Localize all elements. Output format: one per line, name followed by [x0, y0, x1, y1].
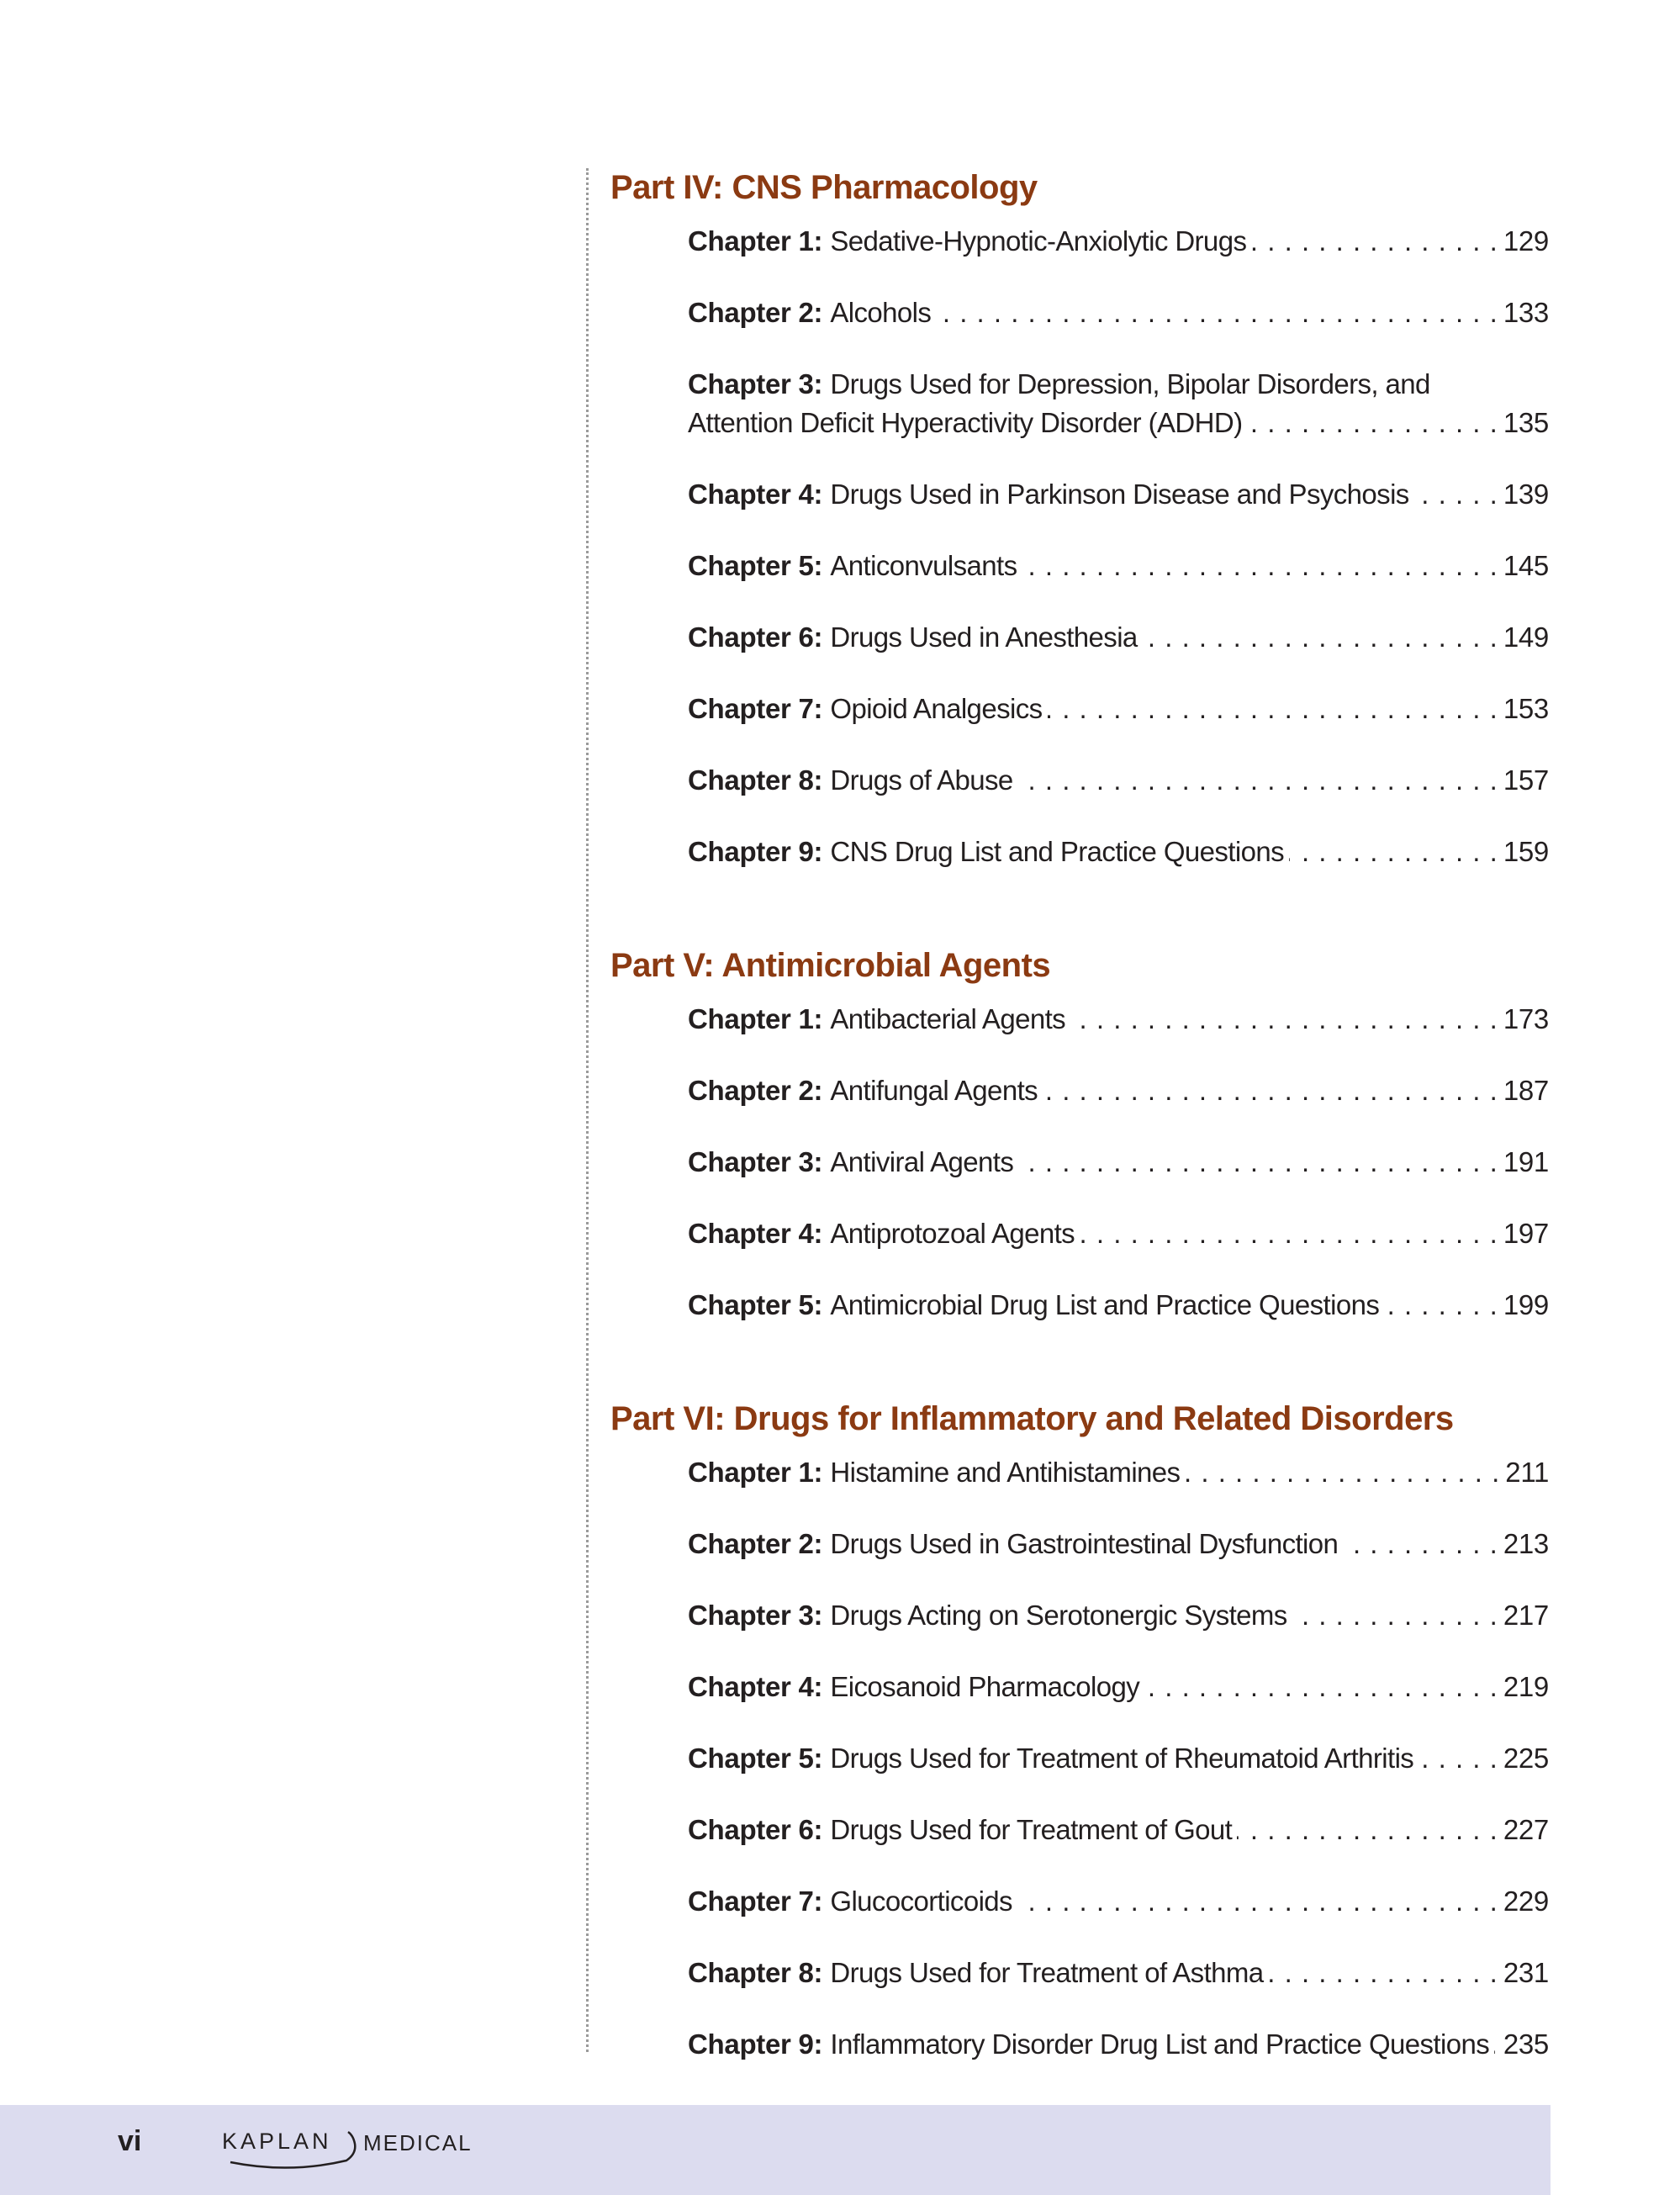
- chapter-title-line-1: Drugs Used for Depression, Bipolar Disorders, and: [830, 368, 1430, 399]
- dot-leader: [1418, 1739, 1498, 1778]
- chapter-label: Chapter 3:: [688, 368, 823, 399]
- toc-entry[interactable]: [688, 1453, 1549, 1525]
- page-number: 129: [1503, 225, 1549, 257]
- dot-leader: [1494, 2025, 1498, 2064]
- chapter-title: Antiprotozoal Agents: [830, 1218, 1075, 1249]
- footer-band: [0, 2105, 1551, 2195]
- chapter-label: Chapter 6:: [688, 1814, 823, 1845]
- toc-entry[interactable]: [688, 547, 1549, 618]
- toc-entry[interactable]: [688, 833, 1549, 904]
- dot-leader: [1143, 618, 1498, 657]
- page-number: 235: [1503, 2028, 1549, 2060]
- page-number: 219: [1503, 1671, 1549, 1702]
- page-number: 231: [1503, 1957, 1549, 1988]
- page-number: 159: [1503, 836, 1549, 867]
- dot-leader: [1018, 761, 1498, 800]
- page-number: 187: [1503, 1075, 1549, 1106]
- toc-entry[interactable]: [688, 1954, 1549, 2025]
- toc-entry[interactable]: [688, 690, 1549, 761]
- part-section: [610, 1391, 1549, 2097]
- dot-leader: [1017, 1882, 1498, 1921]
- toc-entry[interactable]: [688, 761, 1549, 833]
- chapter-label: Chapter 9:: [688, 2028, 823, 2060]
- chapter-title: Histamine and Antihistamines: [830, 1457, 1181, 1488]
- logo-wordmark-kaplan: KAPLAN: [222, 2129, 332, 2154]
- page-number: 135: [1503, 407, 1549, 438]
- chapter-title: Drugs Used in Gastrointestinal Dysfunction: [830, 1528, 1339, 1559]
- toc-entry[interactable]: [688, 475, 1549, 547]
- chapter-label: Chapter 2:: [688, 297, 823, 328]
- chapter-list: [688, 1000, 1549, 1357]
- toc-entry[interactable]: [688, 1882, 1549, 1954]
- page-folio: vi: [118, 2125, 142, 2157]
- dot-leader: [1251, 222, 1498, 261]
- dot-leader: [1292, 1596, 1498, 1635]
- page-number: 213: [1503, 1528, 1549, 1559]
- chapter-label: Chapter 4:: [688, 479, 823, 510]
- chapter-label: Chapter 8:: [688, 1957, 823, 1988]
- chapter-title: Drugs Used for Treatment of Asthma: [830, 1957, 1264, 1988]
- toc-entry[interactable]: [688, 1071, 1549, 1143]
- part-title: Part V: Antimicrobial Agents: [610, 947, 1051, 984]
- toc-entry[interactable]: [688, 1596, 1549, 1668]
- chapter-title: Eicosanoid Pharmacology: [830, 1671, 1140, 1702]
- chapter-label: Chapter 3:: [688, 1600, 823, 1631]
- chapter-title: Drugs Used in Anesthesia: [830, 621, 1138, 653]
- dot-leader: [1343, 1525, 1498, 1563]
- chapter-title: Drugs Used for Treatment of Gout: [830, 1814, 1233, 1845]
- chapter-title: Antifungal Agents: [830, 1075, 1038, 1106]
- dot-leader: [1070, 1000, 1498, 1039]
- toc-entry[interactable]: [688, 294, 1549, 365]
- page-number: 157: [1503, 764, 1549, 796]
- chapter-label: Chapter 2:: [688, 1075, 823, 1106]
- dot-leader: [1048, 690, 1498, 728]
- chapter-title: Drugs of Abuse: [830, 764, 1013, 796]
- chapter-label: Chapter 2:: [688, 1528, 823, 1559]
- chapter-title: Antimicrobial Drug List and Practice Questions: [830, 1289, 1380, 1320]
- chapter-title: Drugs Used for Treatment of Rheumatoid Arthritis: [830, 1743, 1414, 1774]
- chapter-label: Chapter 5:: [688, 1743, 823, 1774]
- logo-swoosh-icon: [222, 2124, 365, 2174]
- page-number: 229: [1503, 1886, 1549, 1917]
- toc-entry[interactable]: [688, 1143, 1549, 1214]
- chapter-title: Alcohols: [830, 297, 932, 328]
- chapter-label: Chapter 6:: [688, 621, 823, 653]
- chapter-title: Anticonvulsants: [830, 550, 1017, 581]
- dot-leader: [1237, 1811, 1498, 1849]
- page-number: 133: [1503, 297, 1549, 328]
- chapter-label: Chapter 1:: [688, 225, 823, 257]
- dot-leader: [1269, 1954, 1498, 1992]
- chapter-label: Chapter 7:: [688, 693, 823, 724]
- dot-leader: [1144, 1668, 1498, 1706]
- toc-entry[interactable]: [688, 1286, 1549, 1357]
- toc-entry[interactable]: [688, 222, 1549, 294]
- page-number: 211: [1505, 1457, 1549, 1488]
- chapter-title: Opioid Analgesics: [830, 693, 1043, 724]
- chapter-label: Chapter 8:: [688, 764, 823, 796]
- page-number: 191: [1503, 1146, 1549, 1177]
- chapter-title: Inflammatory Disorder Drug List and Practice Questions: [830, 2028, 1490, 2060]
- chapter-title: Antiviral Agents: [830, 1146, 1014, 1177]
- toc-entry[interactable]: [688, 1525, 1549, 1596]
- table-of-contents: [610, 160, 1549, 2097]
- part-section: [610, 938, 1549, 1357]
- dot-leader: [1018, 1143, 1498, 1182]
- chapter-title: Glucocorticoids: [830, 1886, 1012, 1917]
- chapter-title-line-2: Attention Deficit Hyperactivity Disorder (ADHD): [688, 407, 1243, 438]
- dotted-divider: [586, 168, 589, 2052]
- page-number: 217: [1503, 1600, 1549, 1631]
- chapter-label: Chapter 3:: [688, 1146, 823, 1177]
- part-title: Part IV: CNS Pharmacology: [610, 169, 1038, 206]
- toc-entry[interactable]: [688, 1214, 1549, 1286]
- page-number: 227: [1503, 1814, 1549, 1845]
- dot-leader: [1043, 1071, 1498, 1110]
- page-number: 199: [1503, 1289, 1549, 1320]
- part-title: Part VI: Drugs for Inflammatory and Related Disorders: [610, 1400, 1454, 1437]
- chapter-label: Chapter 1:: [688, 1457, 823, 1488]
- page-number: 225: [1503, 1743, 1549, 1774]
- dot-leader: [1185, 1453, 1500, 1492]
- page-number: 153: [1503, 693, 1549, 724]
- chapter-label: Chapter 9:: [688, 836, 823, 867]
- toc-entry[interactable]: [688, 365, 1549, 475]
- kaplan-medical-logo: [222, 2124, 491, 2174]
- chapter-list: [688, 222, 1549, 904]
- dot-leader: [1247, 404, 1498, 442]
- chapter-list: [688, 1453, 1549, 2097]
- chapter-label: Chapter 5:: [688, 550, 823, 581]
- logo-wordmark-medical: MEDICAL: [363, 2130, 473, 2155]
- page-number: 197: [1503, 1218, 1549, 1249]
- chapter-title: Sedative-Hypnotic-Anxiolytic Drugs: [830, 225, 1247, 257]
- chapter-title: CNS Drug List and Practice Questions: [830, 836, 1285, 867]
- page-number: 149: [1503, 621, 1549, 653]
- dot-leader: [1289, 833, 1498, 871]
- toc-entry[interactable]: [688, 1668, 1549, 1739]
- chapter-label: Chapter 5:: [688, 1289, 823, 1320]
- part-section: [610, 160, 1549, 904]
- page-number: 173: [1503, 1003, 1549, 1034]
- dot-leader: [1022, 547, 1498, 585]
- toc-entry[interactable]: [688, 618, 1549, 690]
- chapter-label: Chapter 4:: [688, 1218, 823, 1249]
- chapter-title: Drugs Used in Parkinson Disease and Psychosis: [830, 479, 1409, 510]
- page-number: 139: [1503, 479, 1549, 510]
- chapter-label: Chapter 1:: [688, 1003, 823, 1034]
- chapter-label: Chapter 4:: [688, 1671, 823, 1702]
- dot-leader: [1414, 475, 1498, 514]
- toc-entry[interactable]: [688, 1811, 1549, 1882]
- dot-leader: [936, 294, 1498, 332]
- toc-entry[interactable]: [688, 2025, 1549, 2097]
- dot-leader: [1384, 1286, 1498, 1325]
- page-number: 145: [1503, 550, 1549, 581]
- toc-entry[interactable]: [688, 1000, 1549, 1071]
- chapter-title: Antibacterial Agents: [830, 1003, 1066, 1034]
- chapter-title: Drugs Acting on Serotonergic Systems: [830, 1600, 1287, 1631]
- toc-entry[interactable]: [688, 1739, 1549, 1811]
- chapter-label: Chapter 7:: [688, 1886, 823, 1917]
- dot-leader: [1080, 1214, 1498, 1253]
